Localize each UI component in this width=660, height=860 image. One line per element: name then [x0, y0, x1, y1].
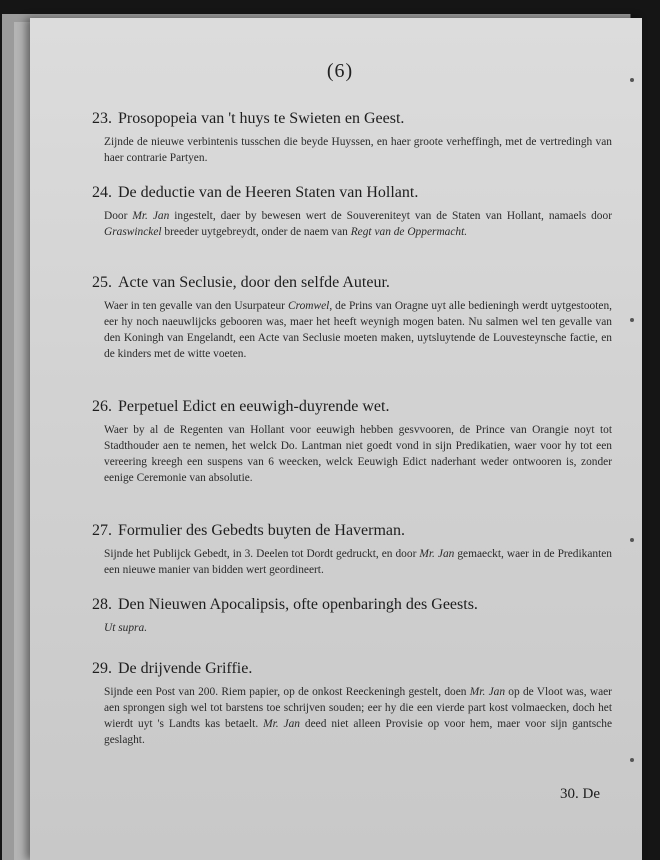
text-run: , de Prins van Oragne uyt alle bedieningh werdt uytgestooten, eer hy noch naeuwlijcks gebooren was, maer het heeft weynigh mogen baten. Nu salmen wel ten gevalle van den Koningh van Engelandt, een Acte van Seclusie moeten maken, uytsluytende de Louvesteynsche factie, en de kinders met de witte voeten.	[104, 300, 612, 360]
section-body	[92, 208, 612, 240]
section-body	[92, 298, 612, 362]
catchword: 30. De	[560, 786, 600, 802]
text-run: Sijnde een Post van 200. Riem papier, op de onkost Reeckeningh gestelt, doen	[104, 686, 470, 698]
section-title: Perpetuel Edict en eeuwigh-duyrende wet.	[118, 398, 390, 415]
text-run: deed niet alleen Provisie op voor hem, maer voor sijn gantsche geslaght.	[104, 718, 612, 746]
text-run: breeder uytgebreydt, onder de naem van	[161, 226, 351, 238]
section-26	[92, 398, 612, 486]
section-title: De drijvende Griffie.	[118, 660, 253, 677]
text-run: ingestelt, daer by bewesen wert de Souvereniteyt van de Staten van Hollant, namaels door	[169, 210, 612, 222]
section-title: Formulier des Gebedts buyten de Haverman.	[118, 522, 406, 539]
work-title: Regt van de Oppermacht.	[350, 226, 468, 238]
author-name: Graswinckel	[104, 226, 162, 238]
text-run: Waer in ten gevalle van den Usurpateur	[104, 300, 288, 312]
text-run: op de Vloot was, waer aen sprongen sigh wel tot barstens toe schrijven souden; eer hy die een vierde part kost volmaecken, doch het wierdt uyt 's Landts kas betaelt.	[104, 686, 612, 730]
section-heading	[92, 660, 612, 678]
person-name: Cromwel	[287, 300, 330, 312]
author-name: Mr. Jan	[469, 686, 506, 698]
section-number: 24.	[92, 184, 112, 201]
section-number: 28.	[92, 596, 112, 613]
section-number: 25.	[92, 274, 112, 291]
section-body: Waer by al de Regenten van Hollant voor eeuwigh hebben gesvvooren, de Prince van Orangie noyt tot Stadthouder aen te nemen, het welck Do. Lantman niet goedt vond in sijn Predikatien, waer voor hy tot een vereering kreegh een suspens van 6 weecken, welck Eeuwigh Edict naderhant weder ontwooren is, zonder eenige Ceremonie van absolutie.	[104, 424, 612, 484]
section-heading	[92, 110, 612, 128]
section-heading	[92, 596, 612, 614]
section-23	[92, 110, 612, 166]
section-heading	[92, 398, 612, 416]
section-heading	[92, 522, 612, 540]
author-name: Mr. Jan	[263, 718, 300, 730]
author-name: Mr. Jan	[419, 548, 455, 560]
section-number: 26.	[92, 398, 112, 415]
section-title: Prosopopeia van 't huys te Swieten en Geest.	[118, 110, 405, 127]
section-body	[92, 620, 612, 636]
ut-supra-text: Ut supra.	[104, 622, 148, 634]
author-name: Mr. Jan	[132, 210, 170, 222]
section-title: Acte van Seclusie, door den selfde Auteur.	[118, 274, 390, 291]
section-28	[92, 596, 612, 636]
binding-hole	[630, 318, 634, 322]
section-24	[92, 184, 612, 240]
text-run: gemaeckt, waer in de Predikanten een nieuwe manier van bidden wert geordineert.	[104, 548, 612, 576]
section-title: De deductie van de Heeren Staten van Hollant.	[118, 184, 419, 201]
document-page	[30, 18, 642, 860]
section-body: Zijnde de nieuwe verbintenis tusschen die beyde Huyssen, en haer groote verheffingh, met de vertredingh van haer contrarie Partyen.	[104, 136, 612, 164]
section-number: 29.	[92, 660, 112, 677]
binding-hole	[630, 538, 634, 542]
section-body	[92, 546, 612, 578]
section-title: Den Nieuwen Apocalipsis, ofte openbaringh des Geests.	[118, 596, 478, 613]
section-heading	[92, 184, 612, 202]
section-body	[92, 684, 612, 748]
section-number: 23.	[92, 110, 112, 127]
section-number: 27.	[92, 522, 112, 539]
section-29	[92, 660, 612, 748]
binding-hole	[630, 78, 634, 82]
section-heading	[92, 274, 612, 292]
text-run: Sijnde het Publijck Gebedt, in 3. Deelen tot Dordt gedruckt, en door	[104, 548, 420, 560]
text-run: Door	[104, 210, 133, 222]
section-25	[92, 274, 612, 362]
section-27	[92, 522, 612, 578]
binding-hole	[630, 758, 634, 762]
page-number: (6)	[326, 60, 354, 82]
